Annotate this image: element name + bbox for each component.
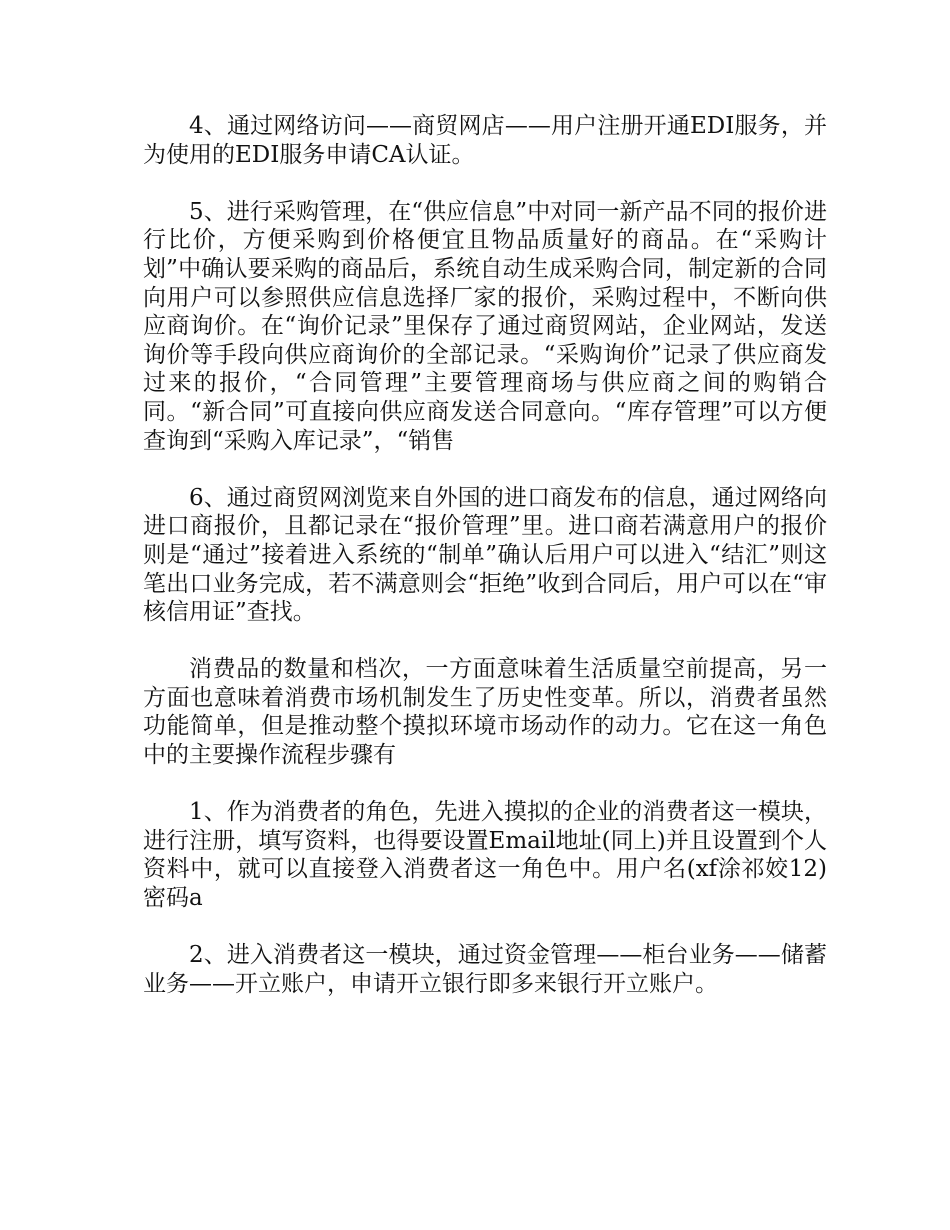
- document-body: [143, 112, 827, 1027]
- paragraph-step-5: 5、进行采购管理，在“供应信息”中对同一新产品不同的报价进行比价，方便采购到价格便宜且物品质量好的商品。在“采购计划”中确认要采购的商品后，系统自动生成采购合同，制定新的合同向用户可以参照供应信息选择厂家的报价，采购过程中，不断向供应商询价。在“询价记录”里保存了通过商贸网站，企业网站，发送询价等手段向供应商询价的全部记录。“采购询价”记录了供应商发过来的报价，“合同管理”主要管理商场与供应商之间的购销合同。“新合同”可直接向供应商发送合同意向。“库存管理”可以方便查询到“采购入库记录”，“销售: [143, 198, 827, 454]
- paragraph-step-4: 4、通过网络访问——商贸网店——用户注册开通EDI服务，并为使用的EDI服务申请CA认证。: [143, 113, 827, 168]
- paragraph-consumer-step-2: 2、进入消费者这一模块，通过资金管理——柜台业务——储蓄业务——开立账户，申请开立银行即多来银行开立账户。: [143, 942, 827, 997]
- paragraph-step-6: 6、通过商贸网浏览来自外国的进口商发布的信息，通过网络向进口商报价，且都记录在“报价管理”里。进口商若满意用户的报价则是“通过”接着进入系统的“制单”确认后用户可以进入“结汇”则这笔出口业务完成，若不满意则会“拒绝”收到合同后，用户可以在“审核信用证”查找。: [143, 484, 827, 626]
- paragraph-consumer-step-1: 1、作为消费者的角色，先进入摸拟的企业的消费者这一模块，进行注册，填写资料，也得要设置Email地址(同上)并且设置到个人资料中，就可以直接登入消费者这一角色中。用户名(xf涂祁姣12)密码a: [143, 799, 827, 912]
- paragraph-consumer-intro: 消费品的数量和档次，一方面意味着生活质量空前提高，另一方面也意味着消费市场机制发生了历史性变革。所以，消费者虽然功能简单，但是推动整个摸拟环境市场动作的动力。它在这一角色中的主要操作流程步骤有: [143, 656, 827, 769]
